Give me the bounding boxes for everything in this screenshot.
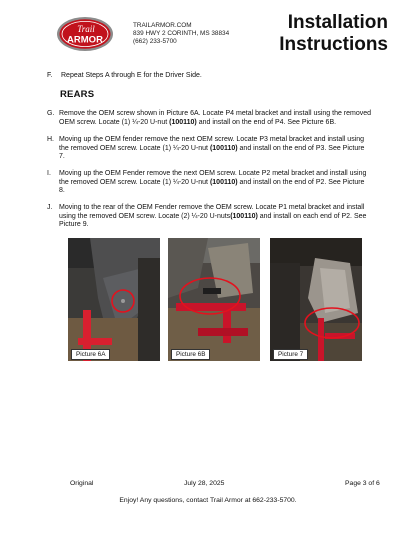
trail-armor-logo: [56, 16, 114, 52]
footer-contact: Enjoy! Any questions, contact Trail Armor at 662-233-5700.: [119, 497, 297, 504]
step-text: Repeat Steps A through E for the Driver Side.: [61, 72, 202, 79]
step-j: J. Moving to the rear of the OEM Fender remove the OEM screw. Locate P1 metal bracket and install using the removed OEM screw. Locate (2) ¼-20 U-nuts(100110) and install on each end of P2. See Picture 9.: [47, 204, 367, 229]
section-title-rears: REARS: [60, 89, 95, 100]
footer-date: July 28, 2025: [184, 480, 225, 487]
company-info: [133, 22, 229, 47]
svg-text:Trail: Trail: [77, 24, 95, 34]
caption-picture-7: Picture 7: [273, 349, 308, 360]
bracket-install-photo: [168, 238, 260, 361]
company-phone: (662) 233-5700: [133, 38, 177, 46]
document-title: Installation Instructions: [279, 12, 388, 55]
step-f: [47, 72, 387, 82]
footer-page-number: Page 3 of 6: [345, 480, 380, 487]
picture-7: [270, 238, 362, 361]
footer-version: Original: [70, 480, 94, 487]
step-g: G. Remove the OEM screw shown in Picture 6A. Locate P4 metal bracket and install using the removed OEM screw. Locate (1) ¼-20 U-nut (100110) and install on the end of P4. See Picture 6B.: [47, 110, 372, 126]
caption-picture-6a: Picture 6A: [71, 349, 110, 360]
step-h: H. Moving up the OEM fender remove the next OEM screw. Locate P3 metal bracket and install using the removed OEM screw. Locate (1) ¼-20 U-nut (100110) and install on the end of P3. See Picture 7.: [47, 136, 365, 161]
picture-6a: [68, 238, 160, 361]
company-url: TRAILARMOR.COM: [133, 22, 192, 29]
step-letter: F.: [47, 72, 53, 79]
fender-bracket-photo: [270, 238, 362, 361]
caption-picture-6b: Picture 6B: [171, 349, 210, 360]
step-i: I. Moving up the OEM Fender remove the next OEM screw. Locate P2 metal bracket and install using the removed OEM screw. Locate (1) ¼-20 U-nut (100110) and install on the end of P2. See Picture 8.: [47, 170, 367, 195]
svg-text:ARMOR: ARMOR: [67, 34, 103, 46]
company-address: 839 HWY 2 CORINTH, MS 38834: [133, 30, 230, 38]
logo-badge-icon: [56, 16, 114, 52]
fender-screw-photo: [68, 238, 160, 361]
picture-6b: [168, 238, 260, 361]
